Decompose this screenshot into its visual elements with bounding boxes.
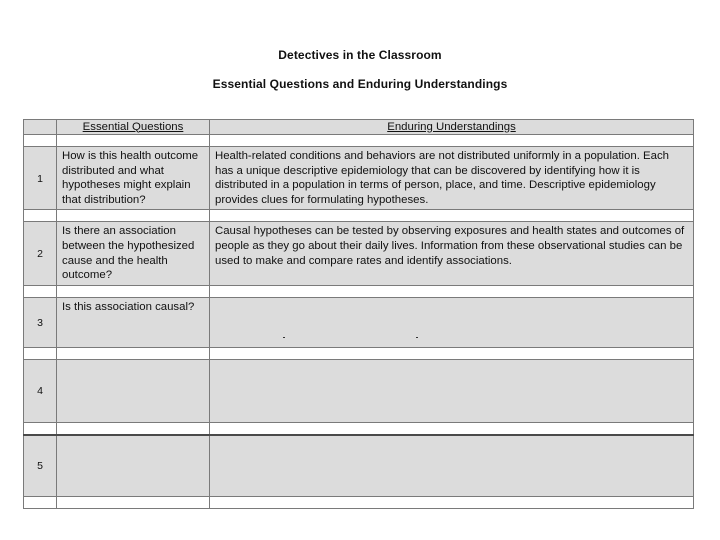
header-understandings-cell	[210, 120, 694, 135]
table-row	[24, 435, 694, 497]
essential-question: How is this health outcome distributed and what hypotheses might explain that distribution?	[57, 147, 210, 210]
spacer-row	[24, 422, 694, 435]
enduring-understanding: Causal hypotheses can be tested by observing exposures and health states and outcomes of people as they go about their daily lives. Information from these observational studies can be used to make and compare rates and identify associations.	[210, 222, 694, 285]
header-questions-cell	[57, 120, 210, 135]
enduring-understanding	[210, 297, 694, 347]
table-row	[24, 359, 694, 422]
scan-speck	[416, 337, 418, 338]
table-header-row	[24, 120, 694, 135]
enduring-understanding	[210, 435, 694, 497]
spacer-row	[24, 347, 694, 359]
row-number: 4	[24, 359, 57, 422]
spacer-row	[24, 135, 694, 147]
row-number: 3	[24, 297, 57, 347]
essential-question	[57, 435, 210, 497]
enduring-understanding: Health-related conditions and behaviors are not distributed uniformly in a population. Each has a unique descriptive epidemiology that can be discovered by identifying how it is distributed in a population in terms of person, place, and time. Descriptive epidemiology provides clues for formulating hypotheses.	[210, 147, 694, 210]
essential-question: Is there an association between the hypothesized cause and the health outcome?	[57, 222, 210, 285]
row-number: 2	[24, 222, 57, 285]
essential-question	[57, 359, 210, 422]
table-row	[24, 297, 694, 347]
spacer-row	[24, 496, 694, 508]
row-number: 1	[24, 147, 57, 210]
essential-question: Is this association causal?	[57, 297, 210, 347]
table-row	[24, 147, 694, 210]
header-understandings-label: Enduring Understandings	[387, 120, 516, 133]
spacer-row	[24, 285, 694, 297]
scan-speck	[283, 337, 285, 338]
document-subtitle: Essential Questions and Enduring Understandings	[212, 77, 508, 91]
enduring-understanding	[210, 359, 694, 422]
table-row	[24, 222, 694, 285]
spacer-row	[24, 210, 694, 222]
header-number-cell	[24, 120, 57, 135]
row-number: 5	[24, 435, 57, 497]
document-title: Detectives in the Classroom	[278, 48, 442, 62]
header-questions-label: Essential Questions	[82, 120, 184, 133]
questions-table	[23, 119, 694, 509]
